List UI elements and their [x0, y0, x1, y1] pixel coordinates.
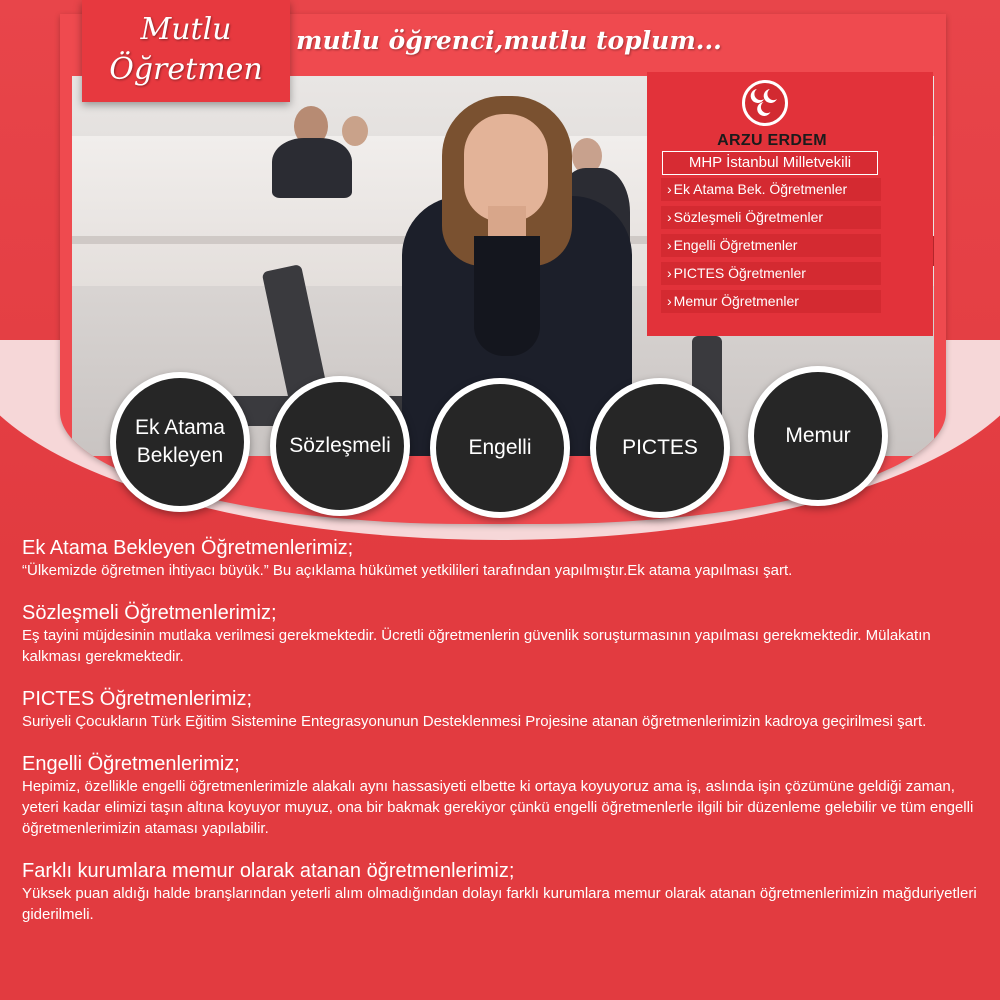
section-body: Suriyeli Çocukların Türk Eğitim Sistemine Entegrasyonunun Desteklenmesi Projesine atanan öğretmenlerimizin kadroya geçirilmesi şart.: [22, 713, 927, 730]
section-body: “Ülkemizde öğretmen ihtiyacı büyük.” Bu açıklama hükümet yetkilileri tarafından yapılmıştır.Ek atama yapılması şart.: [22, 562, 793, 579]
teacher-menu: [661, 178, 881, 318]
section-heading: Farklı kurumlara memur olarak atanan öğretmenlerimiz;: [22, 860, 515, 882]
section-body: Eş tayini müjdesinin mutlaka verilmesi gerekmektedir. Ücretli öğretmenlerin güvenlik soruşturmasının yapılması gerekmektedir. Mülakatın kalkması gerekmektedir.: [22, 627, 931, 665]
section-sozlesmeli: [22, 601, 982, 667]
title-line-2: Öğretmen: [109, 52, 263, 87]
circle-label-line2: Bekleyen: [136, 444, 224, 467]
menu-item-engelli[interactable]: › Engelli Öğretmenler: [661, 234, 881, 257]
photo-speaker-top: [474, 236, 540, 356]
section-heading: Sözleşmeli Öğretmenlerimiz;: [22, 602, 277, 624]
three-crescent-icon: [742, 80, 788, 126]
section-heading: Ek Atama Bekleyen Öğretmenlerimiz;: [22, 537, 354, 559]
circle-button-engelli[interactable]: [430, 378, 570, 518]
section-body: Yüksek puan aldığı halde branşlarından yeterli alım olmadığından dolayı farklı kurumlara memur olarak atanan öğretmenlerimizin mağduriyetleri giderilmeli.: [22, 885, 977, 923]
section-ek-atama: [22, 536, 982, 581]
circle-button-sozlesmeli[interactable]: [270, 376, 410, 516]
menu-item-memur[interactable]: › Memur Öğretmenler: [661, 290, 881, 313]
circle-label: PICTES: [622, 436, 698, 459]
menu-item-ek-atama[interactable]: › Ek Atama Bek. Öğretmenler: [661, 178, 881, 201]
section-body: Hepimiz, özellikle engelli öğretmenlerimizle alakalı aynı hassasiyeti elbette ki ortaya koyuyoruz ama iş, aslında işin çözümüne geldiği zaman, yeteri kadar elimizi taşın altına koyuyor muyuz, ona bir bakmak gerekiyor çünkü engelli öğretmenlerle ilgili bir düzenleme gelebilir ve tüm engelli öğretmenlerimizin ataması yapılabilir.: [22, 778, 974, 837]
section-engelli: [22, 752, 982, 839]
circle-button-pictes[interactable]: [590, 378, 730, 518]
section-pictes: [22, 687, 982, 732]
title-tab: [82, 0, 290, 102]
deputy-title: MHP İstanbul Milletvekili: [662, 151, 878, 175]
photo-bg-head: [342, 116, 368, 146]
circle-button-ek-atama[interactable]: [110, 372, 250, 512]
circle-label: [135, 414, 225, 470]
deputy-name: ARZU ERDEM: [717, 132, 827, 149]
section-heading: Engelli Öğretmenlerimiz;: [22, 753, 240, 775]
circle-label: Memur: [785, 424, 851, 447]
circle-label-line1: Ek Atama: [135, 416, 225, 439]
menu-item-sozlesmeli[interactable]: › Sözleşmeli Öğretmenler: [661, 206, 881, 229]
section-memur: [22, 859, 982, 925]
circle-label: Sözleşmeli: [289, 434, 391, 457]
content-sections: [22, 536, 982, 945]
circle-button-memur[interactable]: [748, 366, 888, 506]
slogan: mutlu öğrenci,mutlu toplum...: [296, 26, 722, 55]
menu-item-pictes[interactable]: › PICTES Öğretmenler: [661, 262, 881, 285]
title-line-1: Mutlu: [140, 12, 232, 47]
circle-label: Engelli: [468, 436, 532, 459]
photo-bg-person: [272, 138, 352, 198]
section-heading: PICTES Öğretmenlerimiz;: [22, 688, 253, 710]
